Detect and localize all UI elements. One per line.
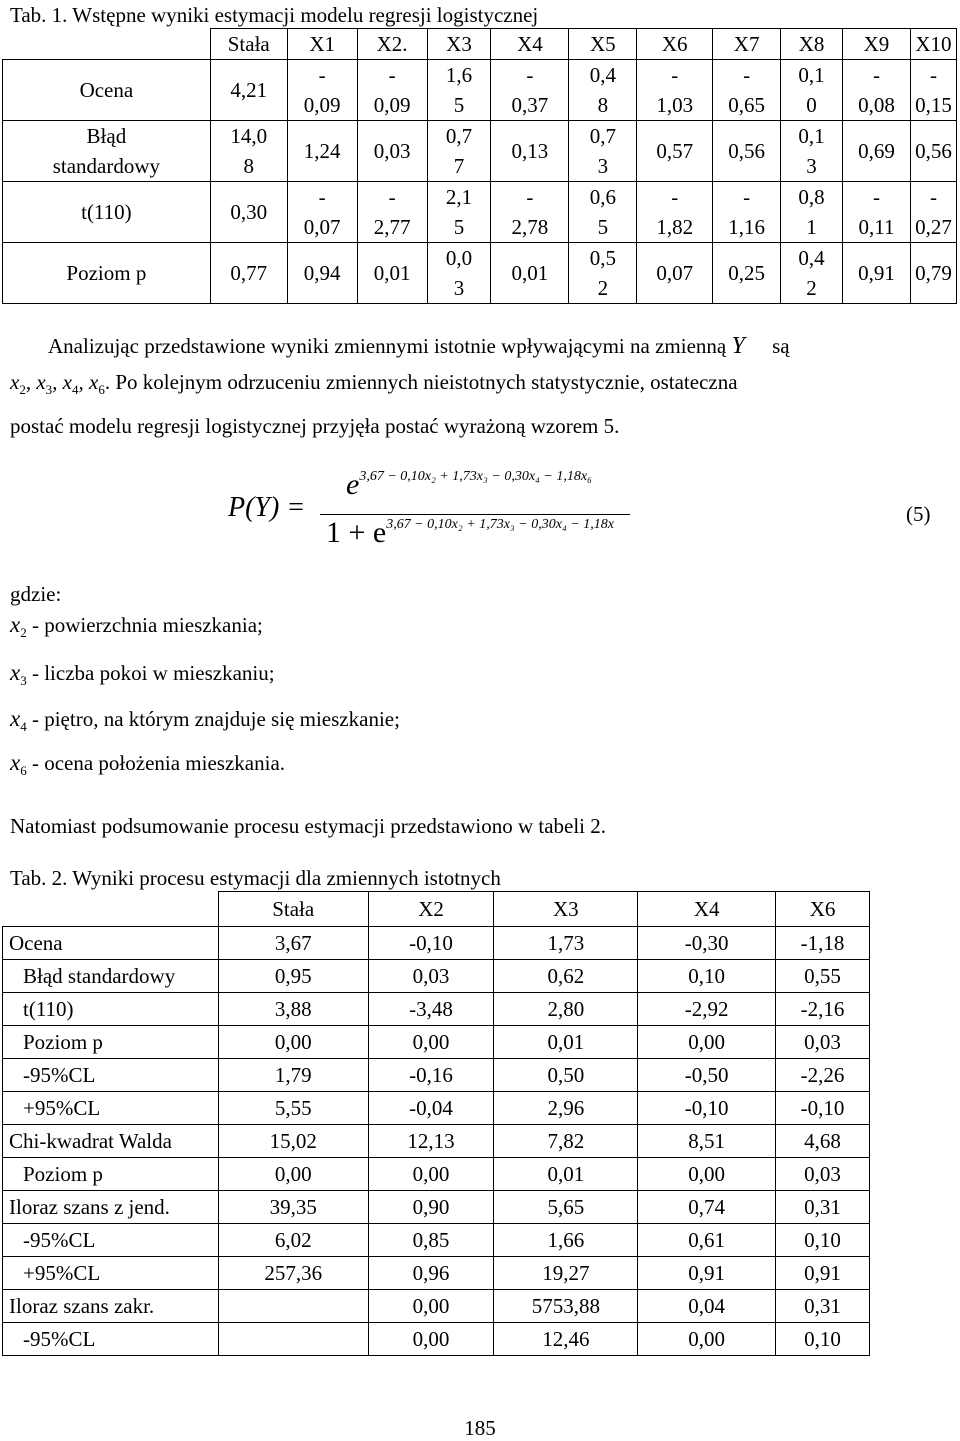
table2-row-label: Błąd standardowy: [3, 960, 219, 993]
table2-cell: 0,85: [368, 1224, 494, 1257]
table1-cell: 0,79: [910, 243, 956, 304]
table2-cell: 0,61: [638, 1224, 776, 1257]
table2-row: [3, 1026, 870, 1059]
table1-cell: - 0,09: [287, 60, 357, 121]
formula-denominator: $1 + e^{3,67 - 0,10x_2 + 1,73x_3 - 0,30x_4 - 1,18x}$: [326, 516, 614, 549]
table2-row-label: -95%CL: [3, 1224, 219, 1257]
table1-cell: 0,03: [357, 121, 427, 182]
paragraph-text-a: Analizując przedstawione wyniki zmiennymi istotnie wpływającymi na zmienną: [48, 334, 732, 358]
table2-cell: 12,46: [494, 1323, 638, 1356]
table1-cell: 0,56: [910, 121, 956, 182]
table2-cell: 5,65: [494, 1191, 638, 1224]
table1-cell: 1,6 5: [427, 60, 491, 121]
table1-cell: 0,4 8: [569, 60, 637, 121]
table1-row: [3, 243, 957, 304]
table2-cell: 0,90: [368, 1191, 494, 1224]
table2-row-label: Iloraz szans z jend.: [3, 1191, 219, 1224]
table1-cell: 0,6 5: [569, 182, 637, 243]
table1-cell: - 0,09: [357, 60, 427, 121]
table2-row-label: Chi-kwadrat Walda: [3, 1125, 219, 1158]
table2-cell: 0,01: [494, 1158, 638, 1191]
formula-lhs: P(Y) =: [228, 492, 306, 523]
table2-cell: 0,00: [368, 1323, 494, 1356]
table1-cell: - 0,11: [843, 182, 911, 243]
table1-header: X3: [427, 29, 491, 60]
formula-fraction-bar: [320, 514, 630, 515]
table1-cell: - 2,78: [491, 182, 569, 243]
table2-cell: -1,18: [776, 927, 870, 960]
table2-header: X4: [638, 892, 776, 927]
table2: [2, 891, 870, 1356]
table2-cell: 0,10: [638, 960, 776, 993]
table1-cell: 0,01: [491, 243, 569, 304]
table2-row: [3, 1191, 870, 1224]
table2-cell: 0,00: [368, 1290, 494, 1323]
table2-cell: 3,67: [218, 927, 368, 960]
table1-cell: 0,69: [843, 121, 911, 182]
table2-cell: 12,13: [368, 1125, 494, 1158]
where-item: $x_4$ - piętro, na którym znajduje się mieszkanie;: [10, 706, 400, 735]
table2-cell: -2,26: [776, 1059, 870, 1092]
table2-row: [3, 1059, 870, 1092]
table2-cell: 0,10: [776, 1323, 870, 1356]
table2-cell: 0,74: [638, 1191, 776, 1224]
table2-cell: 4,68: [776, 1125, 870, 1158]
table1-header: X10: [910, 29, 956, 60]
table1-row-label: Błąd standardowy: [3, 121, 211, 182]
table1-row: [3, 121, 957, 182]
table1-cell: 0,13: [491, 121, 569, 182]
table2-cell: 0,04: [638, 1290, 776, 1323]
paragraph-text-b: są: [766, 334, 790, 358]
table1-header: Stała: [210, 29, 287, 60]
table2-row: [3, 1158, 870, 1191]
table2-cell: -0,04: [368, 1092, 494, 1125]
table2-row: [3, 1290, 870, 1323]
table1-cell: 0,01: [357, 243, 427, 304]
table1-cell: 14,0 8: [210, 121, 287, 182]
table1-cell: 1,24: [287, 121, 357, 182]
table2-cell: 0,31: [776, 1191, 870, 1224]
table2-cell: -2,16: [776, 993, 870, 1026]
formula-5: [228, 462, 748, 572]
table2-caption: Tab. 2. Wyniki procesu estymacji dla zmiennych istotnych: [10, 866, 501, 890]
table1-row: [3, 60, 957, 121]
table2-cell: 0,00: [218, 1158, 368, 1191]
paragraph-summary: Natomiast podsumowanie procesu estymacji przedstawiono w tabeli 2.: [10, 814, 607, 838]
table1-cell: - 0,07: [287, 182, 357, 243]
where-item: $x_2$ - powierzchnia mieszkania;: [10, 612, 263, 641]
table2-cell: 39,35: [218, 1191, 368, 1224]
table1-header: X1: [287, 29, 357, 60]
table1-cell: 0,5 2: [569, 243, 637, 304]
table2-cell: -0,50: [638, 1059, 776, 1092]
table2-row: [3, 1323, 870, 1356]
table2-cell: 0,01: [494, 1026, 638, 1059]
table2-cell: [218, 1290, 368, 1323]
table1-cell: 2,1 5: [427, 182, 491, 243]
table1-header: X6: [637, 29, 713, 60]
table1-cell: - 2,77: [357, 182, 427, 243]
table1-cell: - 0,37: [491, 60, 569, 121]
table2-cell: 19,27: [494, 1257, 638, 1290]
table1-cell: - 0,65: [713, 60, 781, 121]
table2-row: [3, 1257, 870, 1290]
table1-cell: - 0,27: [910, 182, 956, 243]
table1-header: X7: [713, 29, 781, 60]
formula-number: (5): [906, 502, 931, 526]
table1-cell: 0,94: [287, 243, 357, 304]
table2-row: [3, 993, 870, 1026]
table2-cell: 1,73: [494, 927, 638, 960]
where-label: gdzie:: [10, 582, 62, 606]
table2-cell: -3,48: [368, 993, 494, 1026]
table2-row-label: Iloraz szans zakr.: [3, 1290, 219, 1323]
table1-row-label: t(110): [3, 182, 211, 243]
table2-cell: 0,96: [368, 1257, 494, 1290]
table2-row: [3, 1224, 870, 1257]
table1-header: X5: [569, 29, 637, 60]
table2-cell: 0,00: [638, 1026, 776, 1059]
table1-cell: 0,56: [713, 121, 781, 182]
where-item: $x_6$ - ocena położenia mieszkania.: [10, 750, 286, 779]
table2-cell: -0,10: [776, 1092, 870, 1125]
table1-cell: - 1,03: [637, 60, 713, 121]
table2-cell: 0,03: [368, 960, 494, 993]
table1-cell: 0,7 3: [569, 121, 637, 182]
table2-cell: 1,66: [494, 1224, 638, 1257]
table1-header: X4: [491, 29, 569, 60]
table2-row: [3, 1125, 870, 1158]
table2-cell: -2,92: [638, 993, 776, 1026]
table2-header-row: [3, 892, 870, 927]
paragraph-analysis: [10, 328, 950, 444]
table1-cell: 4,21: [210, 60, 287, 121]
table1-header: X8: [781, 29, 843, 60]
page-number: 185: [464, 1416, 496, 1440]
table2-header: X2: [368, 892, 494, 927]
table2-cell: 0,62: [494, 960, 638, 993]
formula-numerator: $e^{3,67 - 0,10x_2 + 1,73x_3 - 0,30x_4 - 1,18x_6}$: [346, 468, 592, 501]
paragraph-text-c: . Po kolejnym odrzuceniu zmiennych nieistotnych statystycznie, ostateczna: [104, 370, 738, 394]
table1: [2, 28, 957, 304]
table2-cell: 0,00: [638, 1323, 776, 1356]
var-Y: Y: [731, 333, 745, 359]
table2-cell: 0,03: [776, 1026, 870, 1059]
var-list: $x_2$, $x_3$, $x_4$, $x_6$: [10, 370, 105, 398]
table2-cell: 8,51: [638, 1125, 776, 1158]
table1-cell: - 1,82: [637, 182, 713, 243]
table2-cell: -0,16: [368, 1059, 494, 1092]
table2-cell: 0,31: [776, 1290, 870, 1323]
table1-cell: - 1,16: [713, 182, 781, 243]
table1-cell: 0,7 7: [427, 121, 491, 182]
table2-row: [3, 927, 870, 960]
table2-cell: 0,10: [776, 1224, 870, 1257]
table1-cell: - 0,08: [843, 60, 911, 121]
table2-cell: -0,30: [638, 927, 776, 960]
table2-cell: 0,50: [494, 1059, 638, 1092]
table1-cell: 0,77: [210, 243, 287, 304]
table1-cell: 0,0 3: [427, 243, 491, 304]
table1-cell: 0,07: [637, 243, 713, 304]
table1-row-label: Poziom p: [3, 243, 211, 304]
table1-cell: 0,4 2: [781, 243, 843, 304]
table2-cell: -0,10: [368, 927, 494, 960]
table1-cell: 0,30: [210, 182, 287, 243]
table2-row-label: +95%CL: [3, 1257, 219, 1290]
table2-cell: 2,80: [494, 993, 638, 1026]
table1-cell: - 0,15: [910, 60, 956, 121]
table2-row-label: +95%CL: [3, 1092, 219, 1125]
table2-cell: 0,00: [368, 1026, 494, 1059]
table2-cell: 0,91: [776, 1257, 870, 1290]
table2-cell: 0,91: [638, 1257, 776, 1290]
table2-cell: -0,10: [638, 1092, 776, 1125]
table1-corner: [3, 29, 211, 60]
table2-cell: 0,00: [368, 1158, 494, 1191]
table2-cell: 0,55: [776, 960, 870, 993]
table1-row: [3, 182, 957, 243]
table1-cell: 0,1 3: [781, 121, 843, 182]
table2-cell: 1,79: [218, 1059, 368, 1092]
table2-row-label: t(110): [3, 993, 219, 1026]
table2-header: Stała: [218, 892, 368, 927]
table1-cell: 0,91: [843, 243, 911, 304]
table2-cell: 0,95: [218, 960, 368, 993]
table1-caption: Tab. 1. Wstępne wyniki estymacji modelu regresji logistycznej: [10, 3, 539, 27]
table2-header: [3, 892, 219, 927]
table2-row-label: Poziom p: [3, 1026, 219, 1059]
table2-cell: 5753,88: [494, 1290, 638, 1323]
table2-row: [3, 1092, 870, 1125]
table2-cell: 2,96: [494, 1092, 638, 1125]
table2-cell: 0,03: [776, 1158, 870, 1191]
table2-row-label: Poziom p: [3, 1158, 219, 1191]
table1-cell: 0,1 0: [781, 60, 843, 121]
table2-cell: 0,00: [638, 1158, 776, 1191]
table2-cell: 5,55: [218, 1092, 368, 1125]
where-item: $x_3$ - liczba pokoi w mieszkaniu;: [10, 660, 275, 689]
table1-cell: 0,25: [713, 243, 781, 304]
table2-header: X6: [776, 892, 870, 927]
table2-cell: [218, 1323, 368, 1356]
table2-row-label: -95%CL: [3, 1323, 219, 1356]
table1-row-label: Ocena: [3, 60, 211, 121]
table2-row-label: Ocena: [3, 927, 219, 960]
table2-header: X3: [494, 892, 638, 927]
table2-row-label: -95%CL: [3, 1059, 219, 1092]
table1-header: X2.: [357, 29, 427, 60]
table1-header: X9: [843, 29, 911, 60]
variables-line: [10, 364, 950, 408]
table2-cell: 7,82: [494, 1125, 638, 1158]
table1-cell: 0,8 1: [781, 182, 843, 243]
paragraph-line3: postać modelu regresji logistycznej przyjęła postać wyrażoną wzorem 5.: [10, 414, 620, 439]
table1-header-row: [3, 29, 957, 60]
table2-cell: 257,36: [218, 1257, 368, 1290]
table1-cell: 0,57: [637, 121, 713, 182]
table2-cell: 0,00: [218, 1026, 368, 1059]
table2-cell: 6,02: [218, 1224, 368, 1257]
table2-cell: 3,88: [218, 993, 368, 1026]
table2-cell: 15,02: [218, 1125, 368, 1158]
table2-row: [3, 960, 870, 993]
